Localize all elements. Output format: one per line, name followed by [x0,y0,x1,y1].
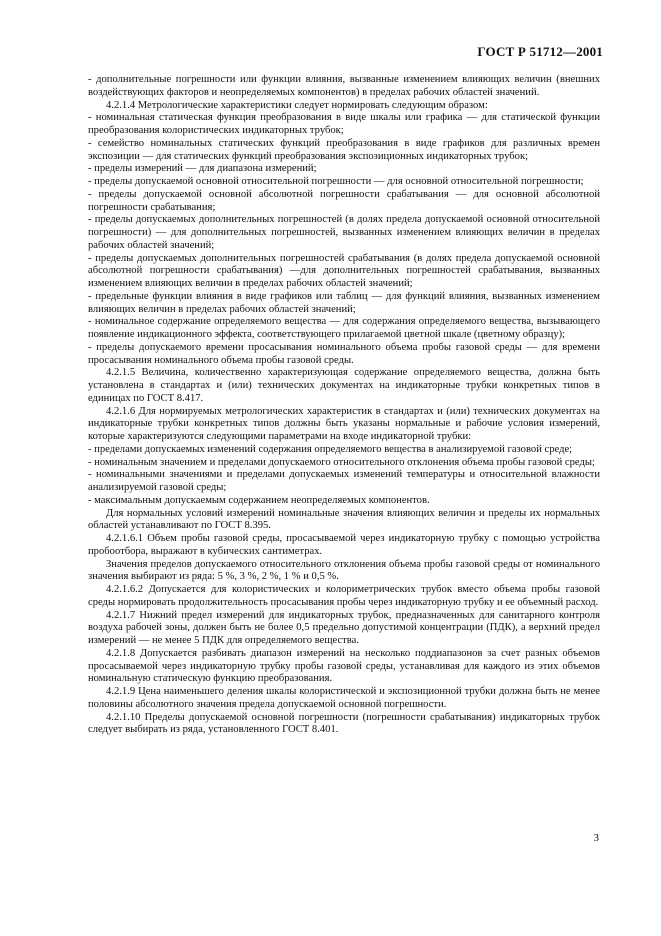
paragraph: - пределы допускаемых дополнительных погрешностей (в долях предела допускаемой основной относительной погрешности) — для дополнительных погрешностей, вызванных изменением влияющих величин в пределах рабочих областей значений; [88,214,600,251]
paragraph: 4.2.1.5 Величина, количественно характеризующая содержание определяемого вещества, должна быть установлена в стандартах и (или) технических документах на индикаторные трубки конкретных типов в единицах по ГОСТ 8.417. [88,367,600,404]
paragraph: - пределы допускаемой основной абсолютной погрешности срабатывания — для основной абсолютной погрешности срабатывания; [88,188,600,213]
document-body [88,74,600,737]
paragraph: - дополнительные погрешности или функции влияния, вызванные изменением влияющих величин (внешних воздействующих факторов и неопределяемых компонентов) в пределах рабочих областей значений. [88,74,600,98]
paragraph: - пределы допускаемого времени просасывания номинального объема пробы газовой среды — для времени просасывания номинального объема пробы газовой среды. [88,341,600,366]
paragraph: - номинальными значениями и пределами допускаемых изменений температуры и относительной влажности анализируемой газовой среды; [88,469,600,493]
paragraph: Значения пределов допускаемого относительного отклонения объема пробы газовой среды от номинального значения выбирают из ряда: 5 %, 3 %, 2 %, 1 % и 0,5 %. [88,558,600,583]
paragraph: - пределы измерений — для диапазона измерений; [88,163,317,175]
paragraph: 4.2.1.8 Допускается разбивать диапазон измерений на несколько поддиапазонов за счет разных объемов просасываемой через индикаторную трубку пробы газовой среды, устанавливая для каждого из этих объемов номинальную статическую функцию преобразования. [88,647,600,685]
paragraph: - номинальная статическая функция преобразования в виде шкалы или графика — для статической функции преобразования колористических индикаторных трубок; [88,112,600,136]
paragraph: Для нормальных условий измерений номинальные значения влияющих величин и пределы их нормальных областей устанавливают по ГОСТ 8.395. [88,507,600,532]
page-number: 3 [593,832,599,844]
standard-header: ГОСТ Р 51712—2001 [477,44,603,59]
paragraph: - предельные функции влияния в виде графиков или таблиц — для функций влияния, вызванных изменением влияющих величин в пределах рабочих областей значений; [88,290,600,315]
paragraph: - пределами допускаемых изменений содержания определяемого вещества в анализируемой газовой среде; [88,443,573,455]
paragraph: 4.2.1.7 Нижний предел измерений для индикаторных трубок, предназначенных для санитарного контроля воздуха рабочей зоны, должен быть не более 0,5 предельно допустимой концентрации (ПДК), а верхний предел измерений — не менее 5 ПДК для определяемого вещества. [88,609,600,646]
paragraph: 4.2.1.6 Для нормируемых метрологических характеристик в стандартах и (или) технических документах на индикаторные трубки конкретных типов должны быть указаны нормальные и рабочие условия измерений, которые характеризуются следующими параметрами на входе индикаторной трубки: [88,405,600,442]
paragraph: - пределы допускаемых дополнительных погрешностей срабатывания (в долях предела допускаемой основной абсолютной погрешности срабатывания) —для дополнительных погрешностей срабатывания, вызванных изменением влияющих величин в пределах рабочих областей значений; [88,252,600,289]
paragraph: - максимальным допускаемым содержанием неопределяемых компонентов. [88,494,430,506]
paragraph: - семейство номинальных статических функций преобразования в виде графиков для различных времен экспозиции — для статических функций преобразования экспозиционных индикаторных трубок; [88,137,600,162]
paragraph: 4.2.1.4 Метрологические характеристики следует нормировать следующим образом: [106,99,488,111]
paragraph: - номинальное содержание определяемого вещества — для содержания определяемого вещества, вызывающего появление индикационного эффекта, соответствующего прилагаемой цветной шкале (цветному образцу); [88,316,600,340]
paragraph: 4.2.1.6.2 Допускается для колористических и колориметрических трубок вместо объема пробы газовой среды нормировать продолжительность просасывания пробы через индикаторную трубку и ее объемный расход. [88,584,600,608]
paragraph: 4.2.1.9 Цена наименьшего деления шкалы колористической и экспозиционной трубки должна быть не менее половины абсолютного значения предела допускаемой основной погрешности. [88,686,600,710]
paragraph: 4.2.1.6.1 Объем пробы газовой среды, просасываемой через индикаторную трубку с помощью устройства пробоотбора, выражают в кубических сантиметрах. [88,533,600,557]
paragraph: - пределы допускаемой основной относительной погрешности — для основной относительной погрешности; [88,176,584,187]
paragraph: 4.2.1.10 Пределы допускаемой основной погрешности (погрешности срабатывания) индикаторных трубок следует выбирать из ряда, установленного ГОСТ 8.401. [88,711,600,736]
paragraph: - номинальным значением и пределами допускаемого относительного отклонения объема пробы газовой среды; [88,456,595,468]
